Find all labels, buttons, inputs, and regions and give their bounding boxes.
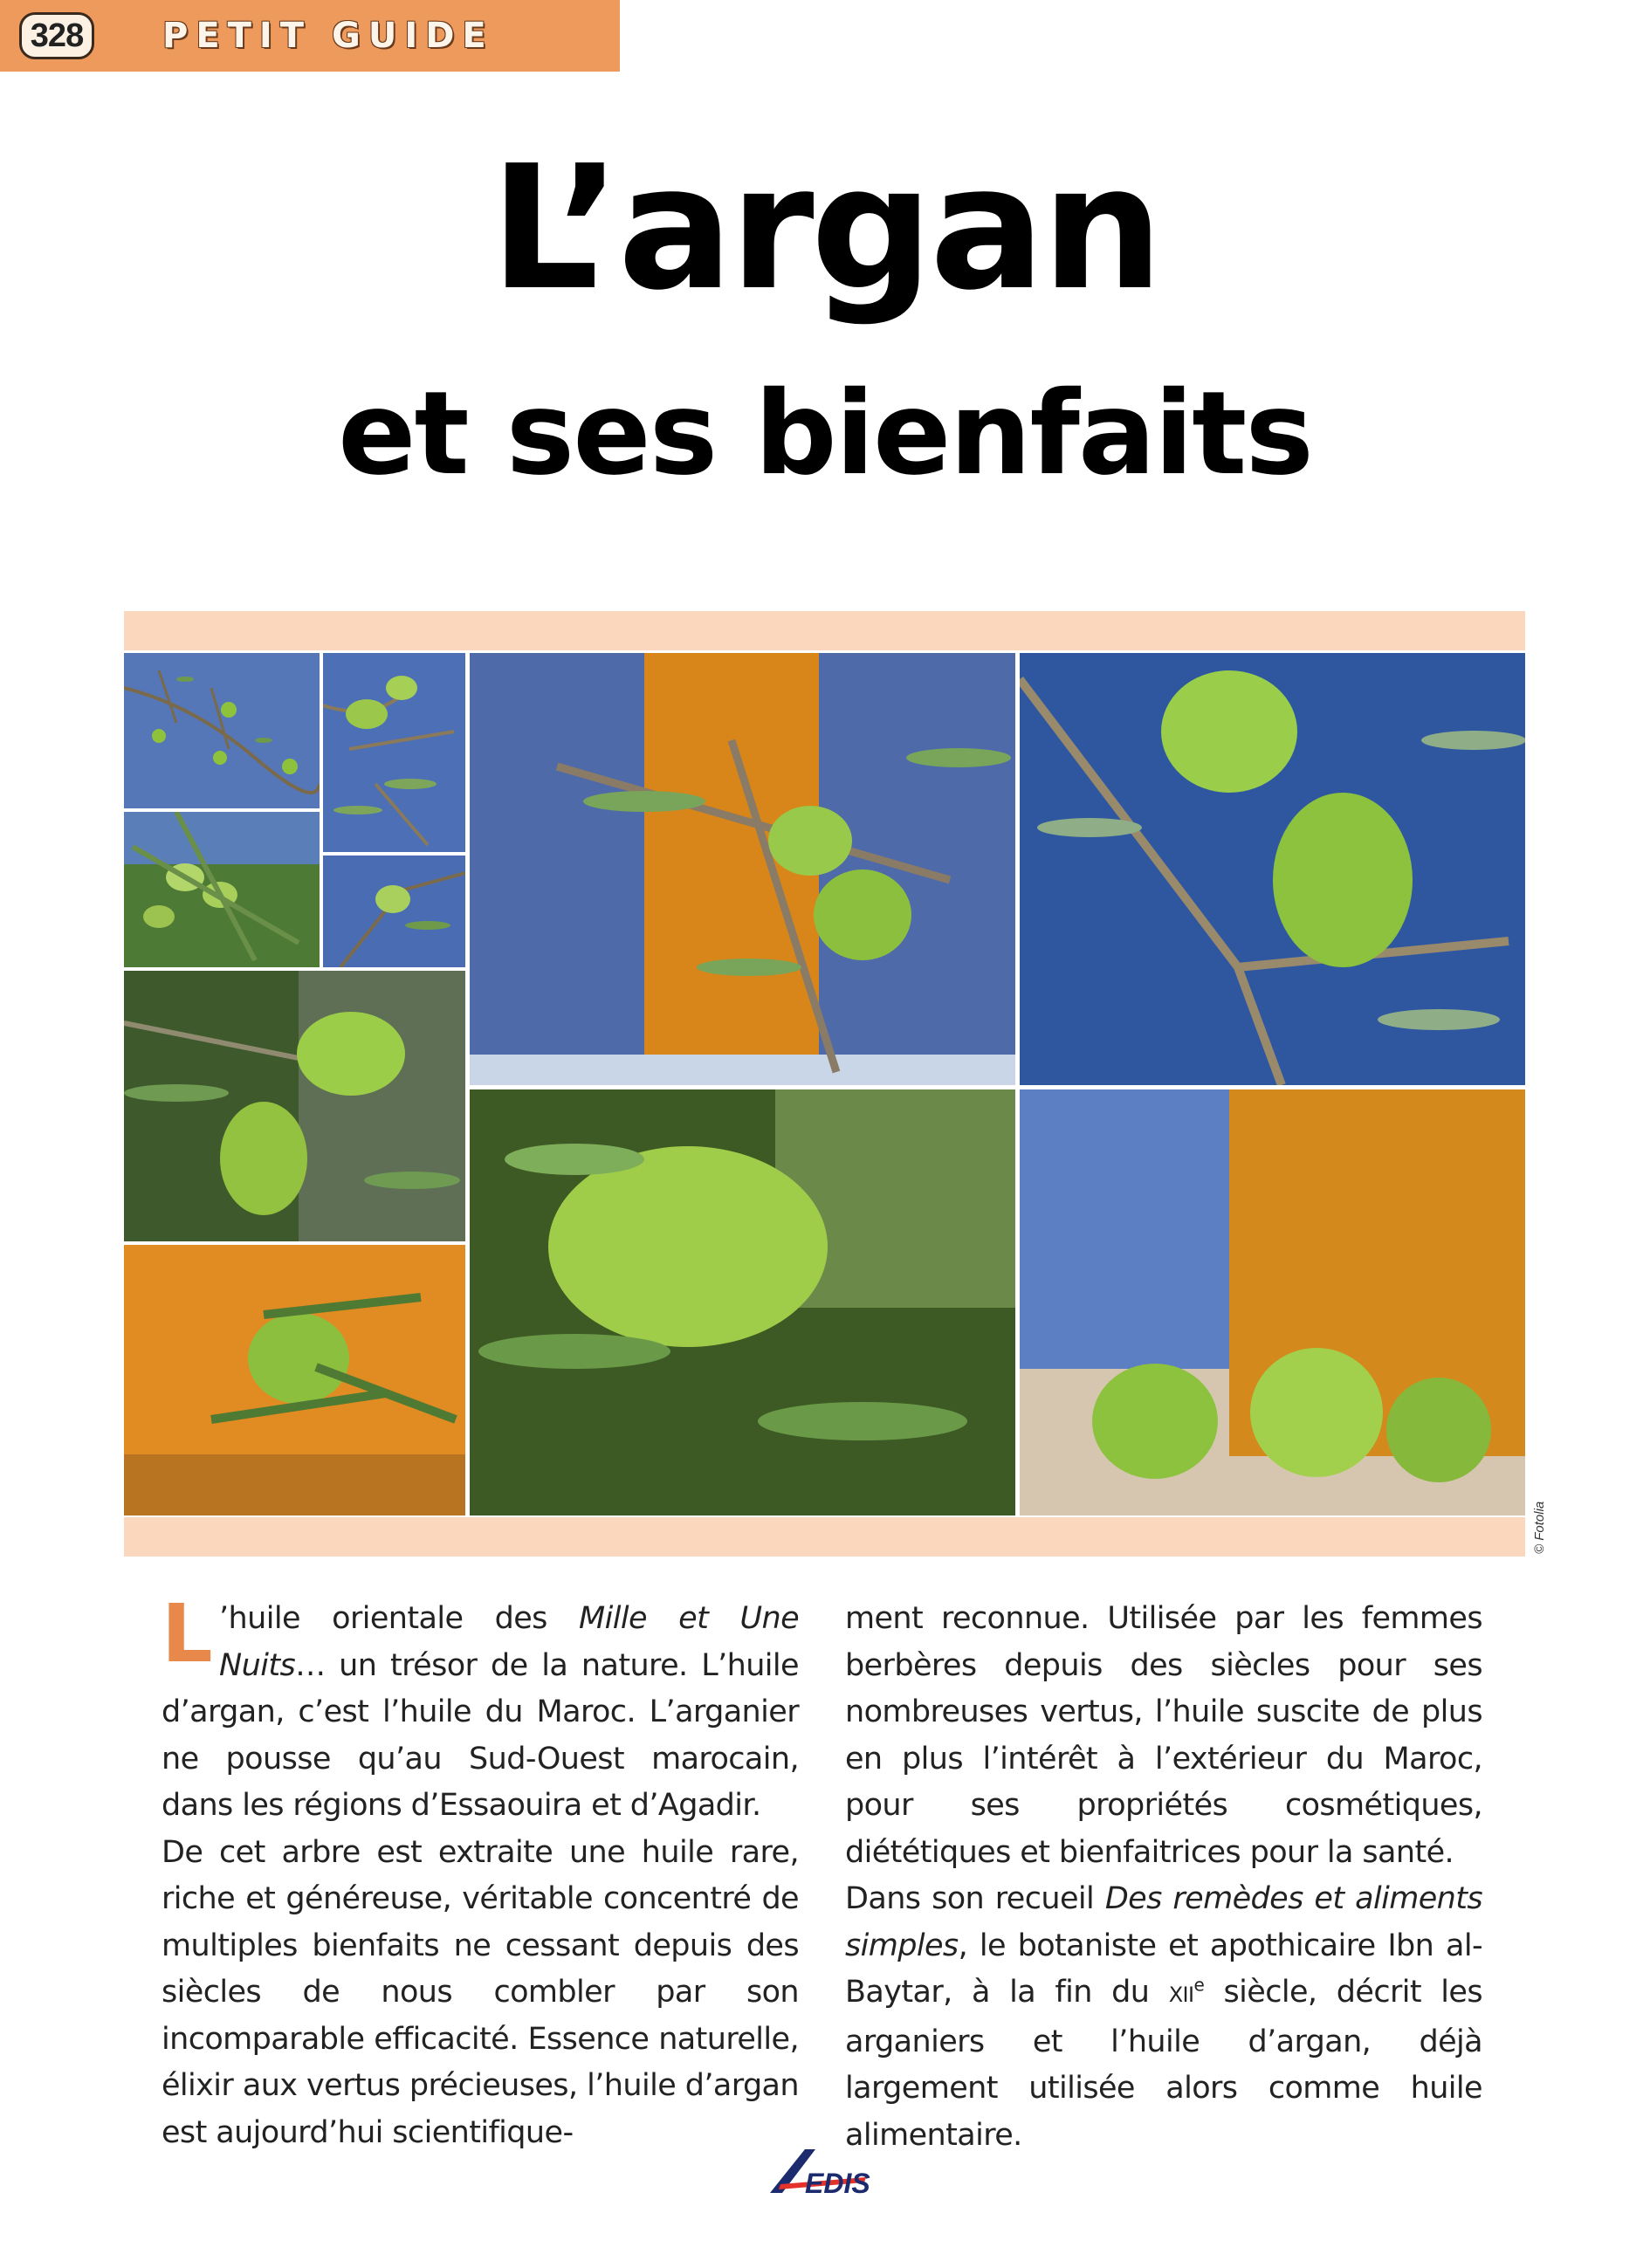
photo-argan-branch-sky [124, 653, 320, 808]
book-title: Mille et Une Nuits [219, 1601, 799, 1683]
photo-argan-pair-leaves [124, 971, 465, 1241]
photo-oil-bottle-three-fruits [1020, 1089, 1525, 1515]
book-title: Des remèdes et aliments simples [845, 1881, 1482, 1963]
photo-oil-bottle-branch [470, 653, 1015, 1085]
body-paragraph: Dans son recueil Des remèdes et aliments simples, le botaniste et apothicaire Ibn al-Baytar, à la fin du XIIe siècle, décrit les arganiers et l’huile d’argan, déjà largement utilisée alors comme huile alimentaire. [845, 1881, 1483, 2153]
body-paragraph: De cet arbre est extraite une huile rare, riche et généreuse, véritable concentré de multiples bienfaits ne cessant depuis des siècles de nous combler par son incomparable efficacité. Essence naturelle, élixir aux vertus précieuses, l’huile d’argan est aujourd’hui scientifique- [162, 1834, 799, 2150]
photo-argan-cluster [124, 812, 320, 967]
page-subtitle: et ses bienfaits [338, 367, 1312, 501]
photo-argan-single-fruit [323, 856, 465, 967]
drop-cap: L [162, 1587, 213, 1680]
body-paragraph: ment reconnue. Utilisée par les femmes berbères depuis des siècles pour ses nombreuses vertus, l’huile suscite de plus en plus l’intérêt à l’extérieur du Maroc, pour ses propriétés cosmétiques, diététiques et bienfaitrices pour la santé. [845, 1601, 1482, 1870]
photo-argan-fruit-closeup [470, 1089, 1015, 1515]
page-title: L’argan [490, 129, 1160, 328]
photo-argan-fruits-blue [323, 653, 465, 852]
photo-collage [124, 653, 1525, 1515]
series-label: PETIT GUIDE [162, 16, 494, 56]
photo-argan-oil-fruit [124, 1245, 465, 1515]
photo-argan-two-fruits-sky [1020, 653, 1525, 1085]
svg-text:EDIS: EDIS [805, 2168, 870, 2199]
intro-paragraph: L ’huile orientale des Mille et Une Nuits… un trésor de la nature. L’huile d’argan, c’est l’huile du Maroc. L’arganier ne pousse qu’au Sud-Ouest marocain, dans les régions d’Essaouira et d’Agadir. [162, 1587, 799, 1823]
collage-bottom-bar [124, 1517, 1525, 1557]
publisher-logo [761, 2142, 883, 2203]
body-column-left [162, 1587, 799, 2156]
collage-top-bar [124, 611, 1525, 650]
page-number: 328 [19, 12, 94, 59]
body-column-right [845, 1596, 1482, 2159]
